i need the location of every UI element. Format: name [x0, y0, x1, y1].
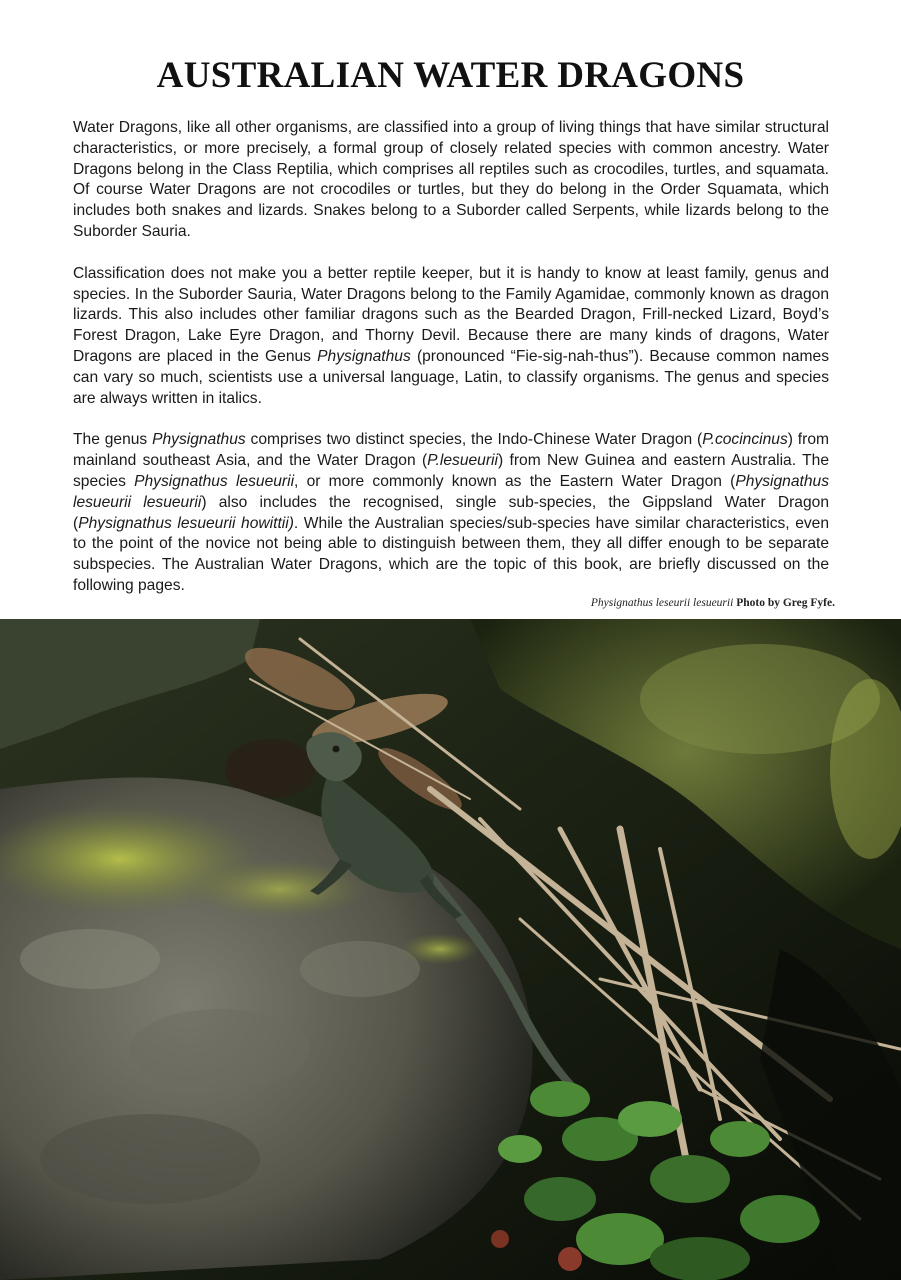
paragraph-text: comprises two distinct species, the Indo-Chinese Water Dragon (: [245, 431, 703, 449]
paragraph-text: , or more commonly known as the Eastern Water Dragon (: [294, 472, 736, 490]
water-dragon-photo: [0, 619, 901, 1280]
moss-patch: [400, 933, 480, 965]
genus-name: Physignathus: [152, 431, 246, 449]
caption-species: Physignathus leseurii lesueurii: [590, 597, 734, 609]
caption-credit: Photo by Greg Fyfe.: [736, 597, 835, 609]
paragraph-text: Classification does not make you a better reptile keeper, but it is handy to know at least family, genus and species. In the Suborder Sauria, Water Dragons belong to the Family Agamidae, commonly known as dragon lizards. This also includes other familiar dragons such as the Bearded Dragon, Frill-necked Lizard, Boyd’s Forest Dragon, Lake Eyre Dragon, and Thorny Devil. Because there are many kinds of dragons, Water Dragons are placed in the Genus: [73, 264, 829, 365]
paragraph-text: ) also includes the recognised, single sub-species, the Gippsland Water Dragon (: [73, 493, 830, 532]
paragraph-text: (pronounced “Fie-sig-nah-thus”). Because common names can vary so much, scientists use a universal language, Latin, to classify organisms. The genus and species are always written in italics.: [73, 347, 829, 407]
species-name: P.lesueurii: [427, 452, 498, 470]
paragraph-text: . While the Australian species/sub-species have similar characteristics, even to the point of the novice not being able to distinguish between them, they all differ enough to be separate subspecies. The Australian Water Dragons, which are the topic of this book, are briefly discussed on the following pages.: [73, 514, 830, 594]
paragraph-text: The genus: [73, 431, 153, 449]
paragraph-classification-intro: [73, 118, 829, 243]
genus-name: Physignathus: [317, 347, 411, 365]
lizard-eye: [333, 746, 340, 753]
paragraph-text: ) from mainland southeast Asia, and the Water Dragon (: [73, 431, 829, 470]
paragraph-suborder-sauria: [73, 264, 829, 410]
species-name: P.cocincinus: [702, 431, 788, 449]
page-title: AUSTRALIAN WATER DRAGONS: [156, 55, 745, 96]
species-name: Physignathus lesueurii: [134, 472, 295, 490]
article-body: [73, 118, 829, 618]
paragraph-genus-species: [73, 430, 829, 596]
paragraph-text: ) from New Guinea and eastern Australia. The species: [73, 452, 830, 490]
paragraph-text: Water Dragons, like all other organisms, are classified into a group of living things that have similar structural characteristics, or more precisely, a formal group of closely related species with common ancestry. Water Dragons belong in the Class Reptilia, which comprises all reptiles such as crocodiles, turtles, and squamata. Of course Water Dragons are not crocodiles or turtles, but they do belong in the Order Squamata, which includes both snakes and lizards. Snakes belong to a Suborder called Serpents, while lizards belong to the Suborder Sauria.: [73, 119, 829, 240]
subspecies-name: Physignathus lesueurii howittii): [78, 514, 294, 532]
photo-caption: [591, 597, 835, 609]
subspecies-name: Physignathus lesueurii lesueurii: [73, 472, 829, 511]
